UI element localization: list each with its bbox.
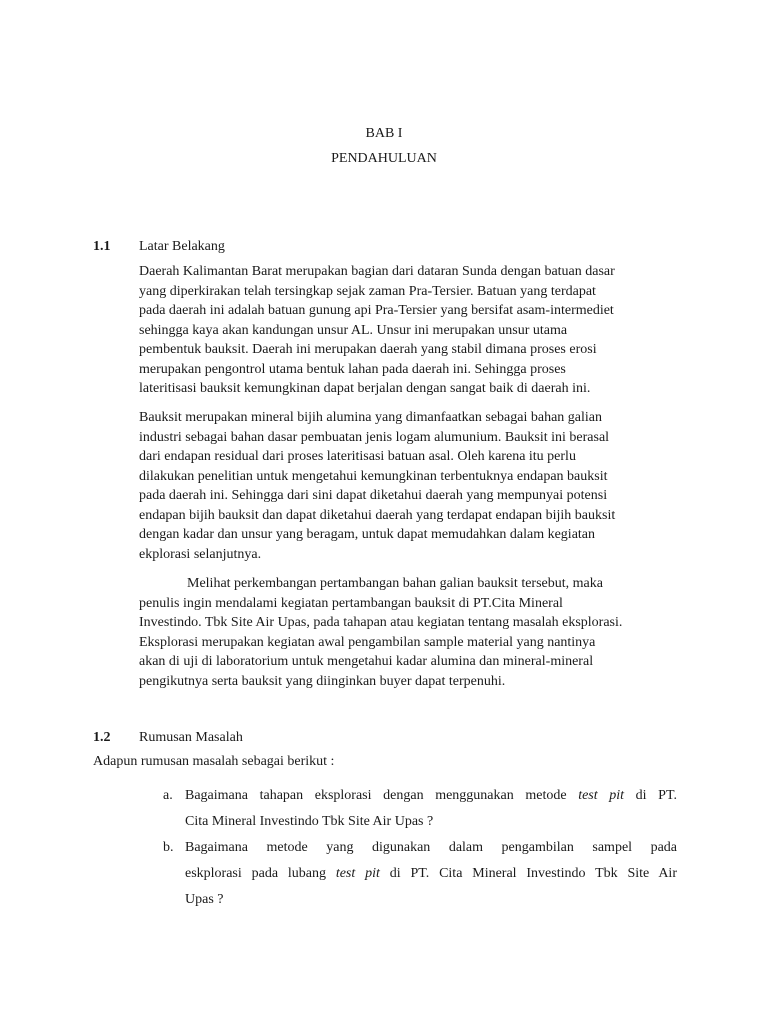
paragraph-line: Bauksit merupakan mineral bijih alumina yang dimanfaatkan sebagai bahan galian (139, 410, 603, 425)
paragraph-line: Investindo. Tbk Site Air Upas, pada tahapan atau kegiatan tentang masalah eksplorasi. (139, 615, 623, 630)
paragraph-line: yang diperkirakan telah tersingkap sejak zaman Pra-Tersier. Batuan yang terdapat (139, 283, 596, 299)
paragraph-line: merupakan pengontrol utama bentuk lahan pada daerah ini. Sehingga proses (139, 361, 566, 377)
list-marker: b. (163, 840, 174, 855)
paragraph-line: pembentuk bauksit. Daerah ini merupakan daerah yang stabil dimana proses erosi (139, 342, 597, 357)
paragraph-line: pada daerah ini. Sehingga dari sini dapat diketahui daerah yang mempunyai potensi (139, 488, 608, 503)
paragraph-line: Melihat perkembangan pertambangan bahan galian bauksit tersebut, maka (187, 576, 603, 591)
paragraph-line: industri sebagai bahan dasar pembuatan jenis logam alumunium. Bauksit ini berasal (139, 429, 610, 445)
rumusan-list (163, 783, 677, 913)
chapter-label: BAB I (365, 126, 403, 141)
list-line: eskplorasi pada lubang test pit di PT. Cita Mineral Investindo Tbk Site Air (185, 866, 677, 881)
paragraph-line: dilakukan penelitian untuk mengetahui kemungkinan terbentuknya endapan bauksit (139, 468, 608, 484)
list-item (163, 783, 677, 835)
paragraph-line: akan di uji di laboratorium untuk mengetahui kadar alumina dan mineral-mineral (139, 654, 594, 669)
section-1-1-title: Latar Belakang (139, 239, 225, 254)
paragraph-line: Daerah Kalimantan Barat merupakan bagian dari dataran Sunda dengan batuan dasar (139, 264, 615, 279)
paragraph-line: penulis ingin mendalami kegiatan pertambangan bauksit di PT.Cita Mineral (139, 595, 563, 611)
section-1-1-number: 1.1 (93, 239, 111, 254)
paragraph-line: dari endapan residual dari proses lateritisasi batuan asal. Oleh karena itu perlu (139, 449, 576, 464)
paragraph-line: lateritisasi bauksit kemungkinan dapat berjalan dengan sangat baik di daerah ini. (139, 381, 591, 396)
list-line: Cita Mineral Investindo Tbk Site Air Upas ? (185, 814, 434, 829)
list-item-text (185, 835, 677, 913)
paragraph-line: sehingga kaya akan kandungan unsur AL. Unsur ini merupakan unsur utama (139, 322, 568, 338)
rumusan-intro: Adapun rumusan masalah sebagai berikut : (93, 754, 335, 769)
list-marker: a. (163, 788, 173, 803)
paragraph-line: ekplorasi selanjutnya. (139, 546, 262, 562)
list-item-text (185, 783, 677, 835)
section-1-2-number: 1.2 (93, 730, 111, 745)
paragraph-2 (139, 408, 679, 564)
list-line: Bagaimana metode yang digunakan dalam pengambilan sampel pada (185, 840, 677, 855)
paragraph-line: Eksplorasi merupakan kegiatan awal pengambilan sample material yang nantinya (139, 634, 596, 650)
paragraph-line: pengikutnya serta bauksit yang diinginkan buyer dapat terpenuhi. (139, 673, 506, 689)
paragraph-line: dengan kadar dan unsur yang beragam, untuk dapat memudahkan dalam kegiatan (139, 527, 596, 542)
paragraph-3 (139, 574, 679, 691)
paragraph-line: pada daerah ini adalah batuan gunung api Pra-Tersier yang bersifat asam-intermediet (139, 303, 614, 318)
paragraph-line: endapan bijih bauksit dan dapat diketahui daerah yang terdapat endapan bijih bauksit (139, 507, 616, 523)
list-item (163, 835, 677, 913)
chapter-title: PENDAHULUAN (331, 151, 437, 166)
list-line: Upas ? (185, 892, 224, 907)
list-line: Bagaimana tahapan eksplorasi dengan menggunakan metode test pit di PT. (185, 788, 677, 803)
section-1-2-title: Rumusan Masalah (139, 730, 243, 745)
paragraph-1 (139, 262, 679, 399)
